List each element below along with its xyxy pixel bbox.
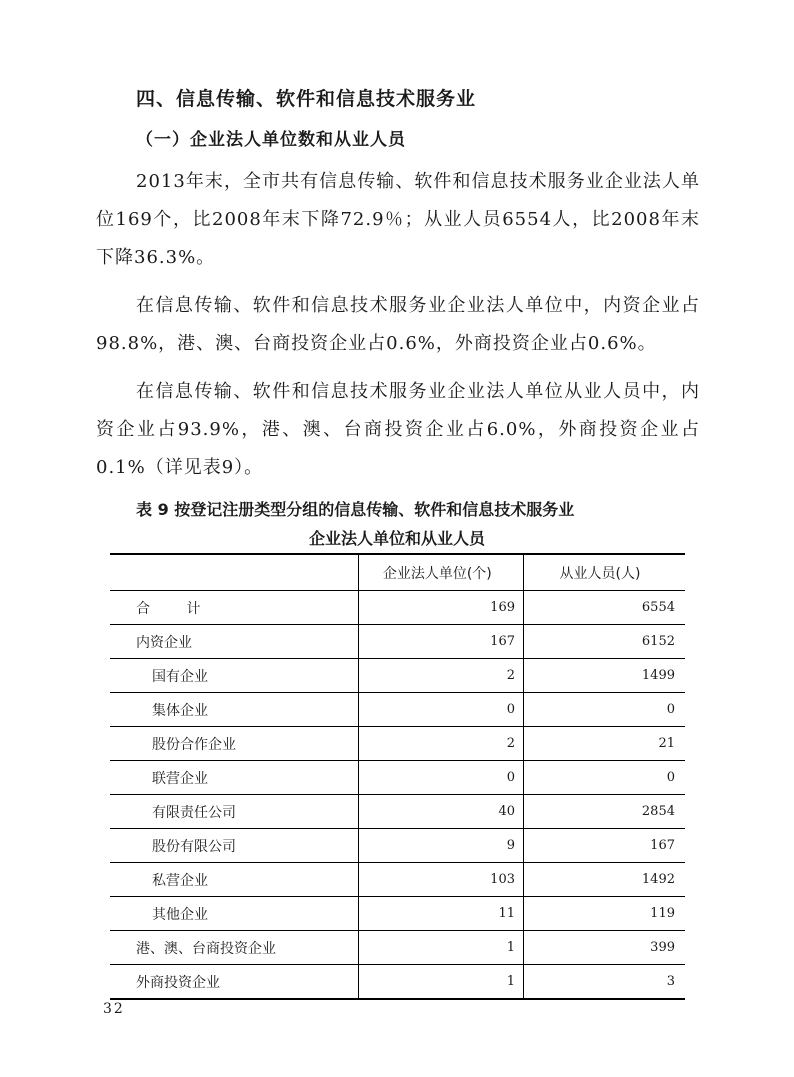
column-header-category	[110, 554, 358, 591]
table-row	[110, 897, 685, 931]
paragraph: 在信息传输、软件和信息技术服务业企业法人单位中，内资企业占98.8%，港、澳、台商投资企业占0.6%，外商投资企业占0.6%。	[96, 295, 700, 354]
employees-value: 1492	[524, 863, 686, 897]
table-row	[110, 761, 685, 795]
row-label: 有限责任公司	[110, 795, 358, 829]
employees-value: 1499	[524, 659, 686, 693]
paragraph: 2013年末，全市共有信息传输、软件和信息技术服务业企业法人单位169个，比2008年末下降72.9％；从业人员6554人，比2008年末下降36.3%。	[96, 171, 700, 268]
table-row	[110, 591, 685, 625]
row-label: 集体企业	[110, 693, 358, 727]
employees-value: 21	[524, 727, 686, 761]
column-header-employees: 从业人员(人)	[524, 554, 686, 591]
employees-value: 167	[524, 829, 686, 863]
employees-value: 2854	[524, 795, 686, 829]
employees-value: 0	[524, 693, 686, 727]
table-header-row	[110, 554, 685, 591]
units-value: 1	[358, 965, 523, 1000]
row-label: 股份合作企业	[110, 727, 358, 761]
units-value: 2	[358, 659, 523, 693]
table-row	[110, 727, 685, 761]
statistics-table	[110, 553, 685, 1000]
row-label: 外商投资企业	[110, 965, 358, 1000]
row-label: 股份有限公司	[110, 829, 358, 863]
units-value: 169	[358, 591, 523, 625]
row-label: 港、澳、台商投资企业	[110, 931, 358, 965]
row-label: 联营企业	[110, 761, 358, 795]
section-title: 四、信息传输、软件和信息技术服务业	[136, 88, 477, 110]
row-label: 其他企业	[110, 897, 358, 931]
table-row	[110, 659, 685, 693]
table-caption: 表 9 按登记注册类型分组的信息传输、软件和信息技术服务业	[136, 500, 575, 519]
units-value: 9	[358, 829, 523, 863]
employees-value: 6554	[524, 591, 686, 625]
column-header-units: 企业法人单位(个)	[358, 554, 523, 591]
subsection-title: （一）企业法人单位数和从业人员	[136, 130, 406, 150]
table-row	[110, 693, 685, 727]
table-row	[110, 965, 685, 1000]
row-label: 私营企业	[110, 863, 358, 897]
employees-value: 399	[524, 931, 686, 965]
units-value: 1	[358, 931, 523, 965]
row-label: 内资企业	[110, 625, 358, 659]
employees-value: 119	[524, 897, 686, 931]
row-label: 国有企业	[110, 659, 358, 693]
units-value: 103	[358, 863, 523, 897]
table-row	[110, 625, 685, 659]
table-row	[110, 795, 685, 829]
units-value: 11	[358, 897, 523, 931]
units-value: 167	[358, 625, 523, 659]
employees-value: 0	[524, 761, 686, 795]
table-row	[110, 829, 685, 863]
table-row	[110, 931, 685, 965]
units-value: 2	[358, 727, 523, 761]
table-row	[110, 863, 685, 897]
paragraph: 在信息传输、软件和信息技术服务业企业法人单位从业人员中，内资企业占93.9%，港、澳、台商投资企业占6.0%，外商投资企业占0.1%（详见表9）。	[96, 381, 700, 478]
units-value: 0	[358, 761, 523, 795]
row-label: 合 计	[110, 591, 358, 625]
table-caption-subtitle: 企业法人单位和从业人员	[308, 529, 485, 548]
units-value: 40	[358, 795, 523, 829]
employees-value: 6152	[524, 625, 686, 659]
employees-value: 3	[524, 965, 686, 1000]
units-value: 0	[358, 693, 523, 727]
page-number: 32	[103, 1001, 125, 1017]
